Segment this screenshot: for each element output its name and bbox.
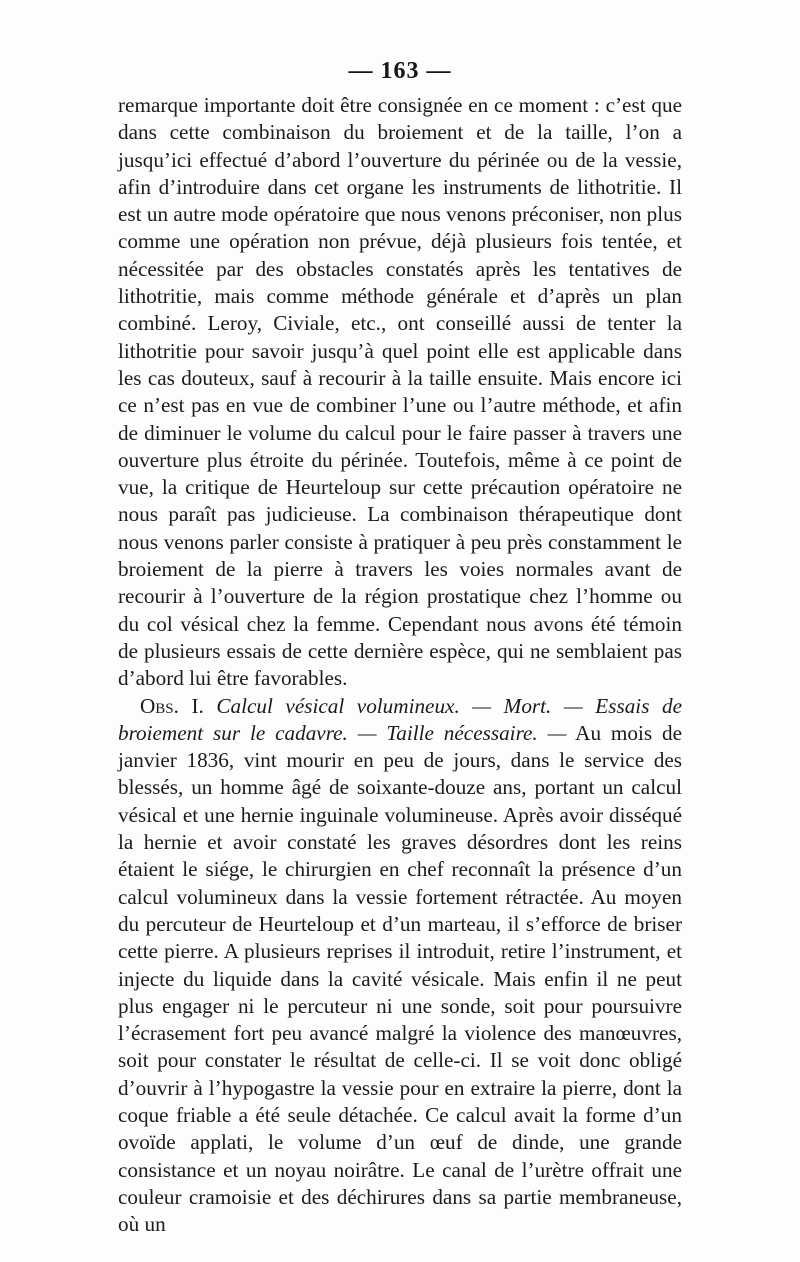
body-text: [118, 92, 682, 1238]
observation-label: Obs. I.: [140, 693, 204, 718]
observation-text: Au mois de janvier 1836, vint mourir en peu de jours, dans le service des blessés, un homme âgé de soixante-douze ans, portant un calcul vésical et une hernie inguinale volumineuse. Après avoir disséqué la hernie et avoir constaté les graves désordres dont les reins étaient le siége, le chirurgien en chef reconnaît la présence d’un calcul volumineux dans la vessie fortement rétractée. Au moyen du percuteur de Heurteloup et d’un marteau, il s’efforce de briser cette pierre. A plusieurs reprises il introduit, retire l’instrument, et injecte du liquide dans la cavité vésicale. Mais enfin il ne peut plus engager ni le percuteur ni une sonde, soit pour poursuivre l’écrasement fort peu avancé malgré la violence des manœuvres, soit pour constater le résultat de celle-ci. Il se voit donc obligé d’ouvrir à l’hypogastre la vessie pour en extraire la pierre, dont la coque friable a été seule détachée. Ce calcul avait la forme d’un ovoïde applati, le volume d’un œuf de dinde, une grande consistance et un noyau noirâtre. Le canal de l’urètre offrait une couleur cramoisie et des déchirures dans sa partie membraneuse, où un: [118, 720, 682, 1237]
observation-paragraph: [118, 693, 682, 1239]
paragraph-continuation: remarque importante doit être consignée en ce moment : c’est que dans cette combinaison du broiement et de la taille, l’on a jusqu’ici effectué d’abord l’ouverture du périnée ou de la vessie, afin d’introduire dans cet organe les instruments de lithotritie. Il est un autre mode opératoire que nous venons préconiser, non plus comme une opération non prévue, déjà plusieurs fois tentée, et nécessitée par des obstacles constatés après les tentatives de lithotritie, mais comme méthode générale et d’après un plan combiné. Leroy, Civiale, etc., ont conseillé aussi de tenter la lithotritie pour savoir jusqu’à quel point elle est applicable dans les cas douteux, sauf à recourir à la taille ensuite. Mais encore ici ce n’est pas en vue de combiner l’une ou l’autre méthode, et afin de diminuer le volume du calcul pour le faire passer à travers une ouverture plus étroite du périnée. Toutefois, même à ce point de vue, la critique de Heurteloup sur cette précaution opératoire ne nous paraît pas judicieuse. La combinaison thérapeutique dont nous venons parler consiste à pratiquer à peu près constamment le broiement de la pierre à travers les voies normales avant de recourir à l’ouverture de la région prostatique chez l’homme ou du col vésical chez la femme. Cependant nous avons été témoin de plusieurs essais de cette dernière espèce, qui ne semblaient pas d’abord lui être favorables.: [118, 93, 682, 691]
page-number: — 163 —: [348, 58, 452, 84]
observation-heading: Calcul vésical volumineux. — Mort. — Essais de broiement sur le cadavre. — Taille nécessaire. —: [118, 693, 682, 745]
